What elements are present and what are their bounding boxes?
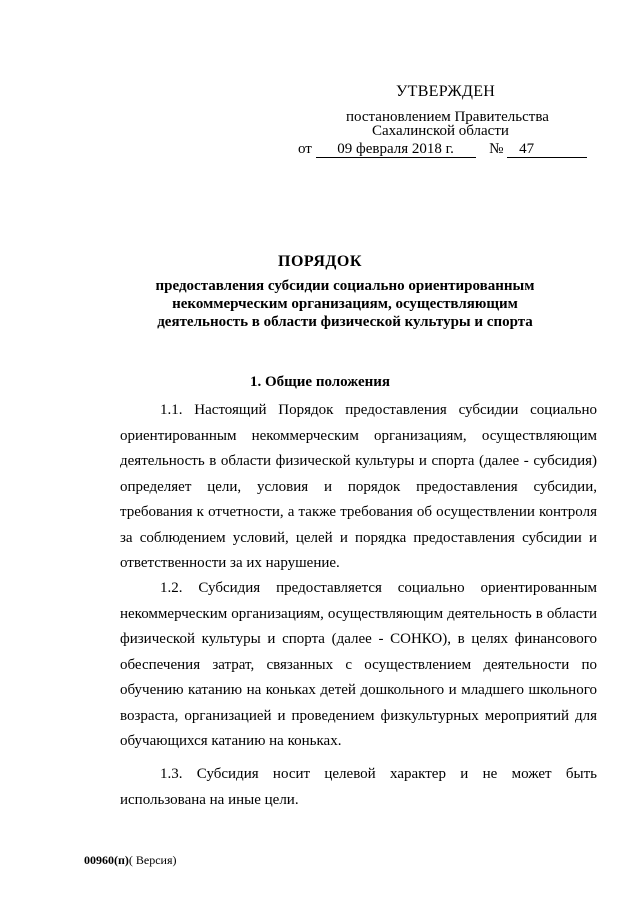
date-prefix: от (298, 141, 312, 157)
approval-line-2: Сахалинской области (372, 123, 509, 139)
number-sign: № (489, 141, 504, 157)
footer (84, 853, 177, 868)
section-heading: 1. Общие положения (249, 374, 391, 390)
paragraph-text: 1.2. Субсидия предоставляется социально ориентированным некоммерческим организациям, осуществляющим деятельность в области физической культуры и спорта (далее - СОНКО), в целях финансового обеспечения затрат, связанных с осуществлением деятельности по обучению катанию на коньках детей дошкольного и младшего школьного возраста, организацией и проведением физкультурных мероприятий для обучающихся катанию на коньках. (120, 580, 597, 749)
approval-date: 09 февраля 2018 г. (316, 142, 476, 158)
footer-code: 00960(п) (84, 853, 129, 867)
approval-title: УТВЕРЖДЕН (396, 83, 496, 100)
paragraph-1-2 (120, 576, 597, 755)
document-title: ПОРЯДОК (278, 253, 362, 270)
paragraph-text: 1.1. Настоящий Порядок предоставления субсидии социально ориентированным некоммерческим организациям, осуществляющим деятельность в области физической культуры и спорта (далее - субсидия) определяет цели, условия и порядок предоставления субсидии, требования к отчетности, а также требования об осуществлении контроля за соблюдением условий, целей и порядка предоставления субсидии и ответственности за их нарушение. (120, 402, 597, 571)
paragraph-1-3 (120, 762, 597, 813)
paragraph-1-1 (120, 398, 597, 577)
approval-line-1: постановлением Правительства (346, 109, 549, 125)
approval-number: 47 (507, 142, 587, 158)
approval-date-line (298, 141, 587, 158)
footer-label: ( Версия) (128, 853, 177, 867)
paragraph-text: 1.3. Субсидия носит целевой характер и не может быть использована на иные цели. (120, 766, 597, 808)
document-subtitle: предоставления субсидии социально ориентированным некоммерческим организациям, осуществляющим деятельность в области физической культуры и спорта (155, 278, 535, 330)
